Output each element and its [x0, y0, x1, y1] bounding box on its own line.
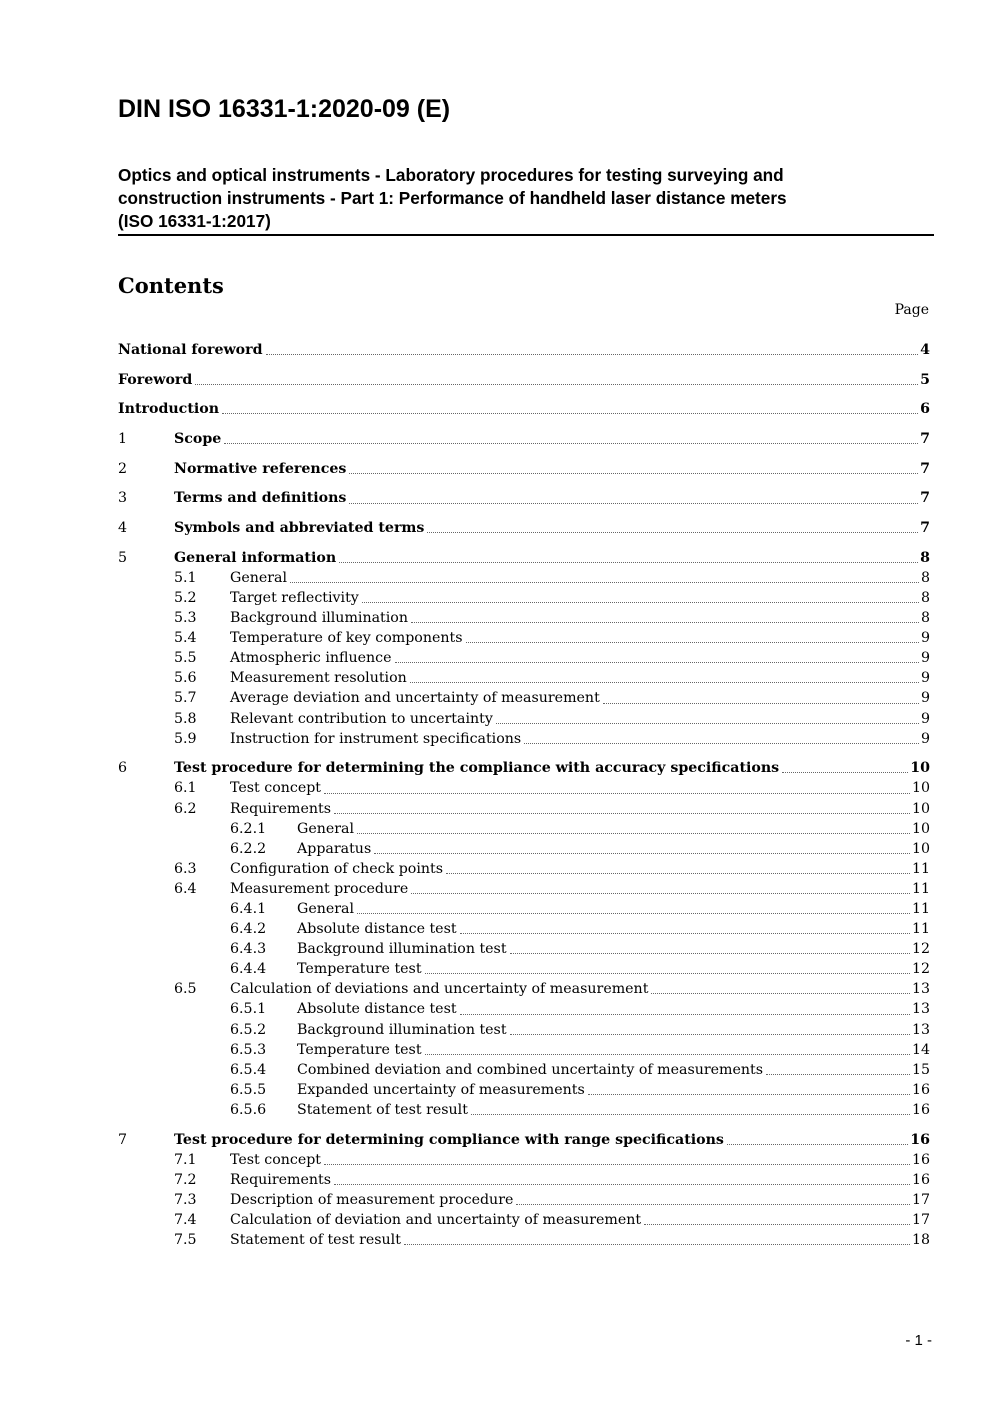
toc-entry[interactable]: [118, 370, 930, 390]
toc-entry-title: Relevant contribution to uncertainty: [230, 710, 493, 727]
toc-entry[interactable]: [118, 859, 930, 879]
toc-entry-page: 16: [911, 1151, 930, 1168]
toc-entry-page: 4: [920, 342, 930, 358]
toc-entry-title: Test concept: [230, 780, 321, 797]
toc-entry[interactable]: [118, 399, 930, 419]
toc-entry-title: Temperature test: [297, 961, 422, 978]
toc-entry-page: 10: [911, 780, 930, 797]
toc-entry-title: Instruction for instrument specifications: [230, 730, 522, 747]
toc-dot-leader: [224, 442, 918, 444]
toc-entry-page: 16: [911, 1171, 930, 1188]
toc-entry-title: Background illumination: [230, 610, 408, 627]
toc-entry[interactable]: [118, 488, 930, 508]
toc-entry-title: Scope: [174, 431, 222, 448]
toc-entry[interactable]: [118, 668, 930, 688]
toc-entry-title: Absolute distance test: [297, 1001, 457, 1018]
toc-entry-page: 7: [920, 460, 930, 477]
toc-dot-leader: [222, 412, 918, 414]
toc-entry-number: 6.4.2: [230, 921, 267, 938]
toc-dot-leader: [290, 581, 919, 583]
toc-entry[interactable]: [118, 459, 930, 479]
toc-entry-title: Measurement resolution: [230, 670, 407, 687]
toc-dot-leader: [427, 531, 918, 533]
toc-entry[interactable]: [118, 1210, 930, 1230]
toc-entry-title: Combined deviation and combined uncertainty of measurements: [297, 1061, 764, 1078]
toc-entry-number: 6.4: [174, 880, 197, 897]
toc-dot-leader: [324, 792, 910, 794]
toc-entry-title: Requirements: [230, 800, 331, 817]
toc-entry-page: 16: [910, 1131, 930, 1148]
toc-entry-number: 6.3: [174, 860, 197, 877]
toc-entry-title: Test concept: [230, 1151, 321, 1168]
toc-entry[interactable]: [118, 919, 930, 939]
toc-entry-number: 6: [118, 760, 128, 777]
toc-entry-number: 5.5: [174, 650, 197, 667]
toc-entry[interactable]: [118, 1100, 930, 1120]
toc-entry[interactable]: [118, 1060, 930, 1080]
toc-entry-number: 6.5.2: [230, 1021, 267, 1038]
toc-entry-page: 13: [911, 981, 930, 998]
toc-entry-number: 6.2: [174, 800, 197, 817]
toc-entry-page: 16: [911, 1081, 930, 1098]
toc-entry[interactable]: [118, 939, 930, 959]
toc-entry-title: Test procedure for determining the compliance with accuracy specifications: [174, 760, 780, 777]
toc-dot-leader: [524, 742, 919, 744]
toc-entry-page: 11: [911, 860, 930, 877]
toc-entry-title: Terms and definitions: [174, 490, 347, 507]
toc-entry-page: 10: [911, 820, 930, 837]
toc-entry-page: 15: [911, 1061, 930, 1078]
toc-entry[interactable]: [118, 819, 930, 839]
toc-dot-leader: [349, 502, 918, 504]
toc-entry-number: 4: [118, 520, 128, 537]
toc-entry-title: Symbols and abbreviated terms: [174, 520, 425, 537]
toc-entry-title: Absolute distance test: [297, 921, 457, 938]
toc-dot-leader: [404, 1243, 910, 1245]
toc-entry[interactable]: [118, 799, 930, 819]
toc-entry-page: 13: [911, 1001, 930, 1018]
toc-entry-page: 9: [920, 710, 930, 727]
toc-dot-leader: [510, 952, 910, 954]
toc-dot-leader: [766, 1073, 910, 1075]
document-title-line: construction instruments - Part 1: Performance of handheld laser distance meters: [118, 188, 787, 208]
toc-entry-number: 5.2: [174, 590, 197, 606]
toc-entry-title: Statement of test result: [230, 1232, 401, 1249]
toc-entry-title: National foreword: [118, 342, 263, 358]
toc-dot-leader: [644, 1223, 910, 1225]
toc-entry-number: 6.5: [174, 981, 197, 998]
toc-entry[interactable]: [118, 429, 930, 449]
toc-entry-title: General: [297, 820, 355, 837]
toc-entry-number: 6.2.1: [230, 820, 267, 837]
toc-entry-title: Background illumination test: [297, 1021, 507, 1038]
toc-entry-title: Target reflectivity: [230, 590, 359, 606]
toc-entry-number: 2: [118, 460, 128, 477]
toc-dot-leader: [334, 1183, 910, 1185]
toc-dot-leader: [357, 912, 910, 914]
toc-entry-title: Apparatus: [297, 840, 372, 857]
toc-entry-title: Atmospheric influence: [230, 650, 392, 667]
toc-entry-page: 10: [911, 800, 930, 817]
toc-entry-number: 5.3: [174, 610, 197, 627]
toc-entry-number: 5.1: [174, 569, 197, 586]
toc-entry[interactable]: [118, 340, 930, 360]
toc-dot-leader: [603, 702, 919, 704]
toc-dot-leader: [362, 601, 919, 603]
toc-entry[interactable]: [118, 648, 930, 668]
toc-entry[interactable]: [118, 758, 930, 778]
toc-entry[interactable]: [118, 778, 930, 798]
toc-dot-leader: [195, 383, 918, 385]
toc-entry-page: 9: [920, 670, 930, 687]
contents-heading: Contents: [118, 273, 224, 298]
toc-entry[interactable]: [118, 518, 930, 538]
toc-entry-page: 6: [920, 401, 930, 418]
toc-entry-page: 9: [920, 730, 930, 747]
toc-dot-leader: [374, 852, 910, 854]
document-title: [118, 164, 934, 236]
toc-entry-page: 7: [920, 431, 930, 448]
toc-entry-page: 16: [911, 1101, 930, 1118]
toc-entry-page: 17: [911, 1212, 930, 1228]
toc-entry-number: 7.4: [174, 1212, 197, 1228]
toc-entry-title: Calculation of deviation and uncertainty of measurement: [230, 1212, 642, 1228]
toc-dot-leader: [425, 1053, 910, 1055]
toc-entry-title: Description of measurement procedure: [230, 1191, 514, 1208]
toc-entry[interactable]: [118, 1080, 930, 1100]
toc-dot-leader: [339, 561, 918, 563]
toc-entry-title: Normative references: [174, 460, 347, 477]
toc-entry-page: 8: [920, 610, 930, 627]
toc-entry[interactable]: [118, 999, 930, 1019]
toc-entry[interactable]: [118, 879, 930, 899]
toc-entry[interactable]: [118, 959, 930, 979]
toc-entry-number: 6.4.4: [230, 961, 267, 978]
toc-dot-leader: [516, 1203, 910, 1205]
toc-entry[interactable]: [118, 899, 930, 919]
document-id: DIN ISO 16331-1:2020-09 (E): [118, 95, 451, 123]
toc-entry-number: 7.1: [174, 1151, 197, 1168]
toc-entry-page: 10: [911, 840, 930, 857]
toc-entry-title: Introduction: [118, 401, 220, 418]
toc-entry-page: 12: [911, 941, 930, 958]
toc-dot-leader: [357, 832, 910, 834]
toc-entry-title: Measurement procedure: [230, 880, 409, 897]
toc-dot-leader: [466, 641, 919, 643]
toc-entry-number: 6.5.4: [230, 1061, 267, 1078]
toc-entry-page: 11: [911, 880, 930, 897]
toc-dot-leader: [460, 1013, 910, 1015]
toc-dot-leader: [395, 661, 919, 663]
toc-entry-number: 5.4: [174, 630, 197, 647]
toc-entry-page: 10: [910, 760, 930, 777]
toc-entry-number: 6.5.6: [230, 1101, 267, 1118]
toc-entry[interactable]: [118, 979, 930, 999]
toc-dot-leader: [410, 681, 919, 683]
toc-entry-page: 12: [911, 961, 930, 978]
toc-entry-number: 6.5.1: [230, 1001, 267, 1018]
toc-entry[interactable]: [118, 1230, 930, 1250]
toc-entry-number: 5.7: [174, 690, 197, 707]
toc-entry-title: Requirements: [230, 1171, 331, 1188]
toc-entry-number: 3: [118, 490, 128, 507]
toc-entry-page: 14: [911, 1041, 930, 1058]
toc-dot-leader: [411, 621, 919, 623]
toc-dot-leader: [727, 1143, 908, 1145]
toc-entry-number: 6.5.3: [230, 1041, 267, 1058]
toc-entry-number: 7.5: [174, 1232, 197, 1249]
toc-entry[interactable]: [118, 1190, 930, 1210]
page-column-label: Page: [894, 302, 929, 318]
toc-entry-title: Foreword: [118, 371, 193, 388]
toc-entry-number: 5.6: [174, 670, 197, 687]
toc-entry[interactable]: [118, 548, 930, 568]
toc-dot-leader: [651, 992, 910, 994]
toc-entry-page: 11: [911, 921, 930, 938]
toc-dot-leader: [349, 472, 918, 474]
toc-entry-number: 5: [118, 549, 128, 566]
toc-entry-number: 7: [118, 1131, 128, 1148]
toc-dot-leader: [782, 771, 908, 773]
toc-entry-title: General: [230, 569, 288, 586]
toc-entry-page: 7: [920, 520, 930, 537]
toc-entry-page: 5: [920, 371, 930, 388]
toc-entry[interactable]: [118, 1020, 930, 1040]
toc-entry-title: Temperature of key components: [230, 630, 463, 647]
toc-entry-page: 7: [920, 490, 930, 507]
document-title-line: (ISO 16331-1:2017): [118, 211, 271, 231]
table-of-contents: [118, 340, 930, 1250]
toc-dot-leader: [411, 892, 910, 894]
toc-entry-number: 6.4.1: [230, 901, 267, 917]
toc-entry-title: General information: [174, 549, 337, 566]
toc-entry-page: 11: [911, 901, 930, 917]
toc-dot-leader: [324, 1163, 910, 1165]
toc-entry-number: 1: [118, 431, 128, 448]
toc-entry[interactable]: [118, 1130, 930, 1150]
toc-dot-leader: [425, 972, 910, 974]
toc-entry[interactable]: [118, 608, 930, 628]
toc-dot-leader: [496, 722, 919, 724]
toc-entry-page: 9: [920, 690, 930, 707]
toc-entry-number: 7.2: [174, 1171, 197, 1188]
toc-dot-leader: [446, 872, 910, 874]
toc-entry-number: 5.8: [174, 710, 197, 727]
toc-entry-number: 6.1: [174, 780, 197, 797]
toc-entry-page: 13: [911, 1021, 930, 1038]
toc-entry-title: Test procedure for determining compliance with range specifications: [174, 1131, 724, 1148]
toc-dot-leader: [266, 353, 919, 355]
toc-entry-number: 6.5.5: [230, 1081, 267, 1098]
toc-entry[interactable]: [118, 688, 930, 708]
toc-entry[interactable]: [118, 729, 930, 749]
toc-entry-title: Configuration of check points: [230, 860, 443, 877]
toc-entry[interactable]: [118, 588, 930, 608]
toc-entry-page: 9: [920, 650, 930, 667]
toc-entry[interactable]: [118, 568, 930, 588]
toc-entry-number: 7.3: [174, 1191, 197, 1208]
toc-entry[interactable]: [118, 1150, 930, 1170]
toc-entry[interactable]: [118, 839, 930, 859]
toc-entry-title: Background illumination test: [297, 941, 507, 958]
toc-entry[interactable]: [118, 709, 930, 729]
toc-dot-leader: [471, 1113, 910, 1115]
toc-entry-page: 8: [920, 590, 930, 606]
toc-entry-title: Calculation of deviations and uncertainty of measurement: [230, 981, 649, 998]
toc-entry-page: 17: [911, 1191, 930, 1208]
toc-entry-page: 18: [911, 1232, 930, 1249]
toc-dot-leader: [510, 1033, 910, 1035]
toc-entry-number: 6.4.3: [230, 941, 267, 958]
toc-entry-number: 6.2.2: [230, 840, 267, 857]
document-title-line: Optics and optical instruments - Laboratory procedures for testing surveying and: [118, 165, 784, 185]
toc-entry-page: 9: [920, 630, 930, 647]
toc-dot-leader: [334, 812, 910, 814]
toc-entry-title: Temperature test: [297, 1041, 422, 1058]
toc-entry-title: General: [297, 901, 355, 917]
toc-entry-number: 5.9: [174, 730, 197, 747]
toc-entry-page: 8: [920, 549, 930, 566]
toc-entry-title: Average deviation and uncertainty of measurement: [230, 690, 600, 707]
footer-page-number: - 1 -: [905, 1332, 932, 1349]
toc-entry[interactable]: [118, 1170, 930, 1190]
toc-dot-leader: [460, 932, 910, 934]
toc-entry[interactable]: [118, 628, 930, 648]
toc-entry-title: Statement of test result: [297, 1101, 468, 1118]
toc-entry[interactable]: [118, 1040, 930, 1060]
toc-entry-page: 8: [920, 569, 930, 586]
toc-dot-leader: [588, 1093, 910, 1095]
toc-entry-title: Expanded uncertainty of measurements: [297, 1081, 585, 1098]
